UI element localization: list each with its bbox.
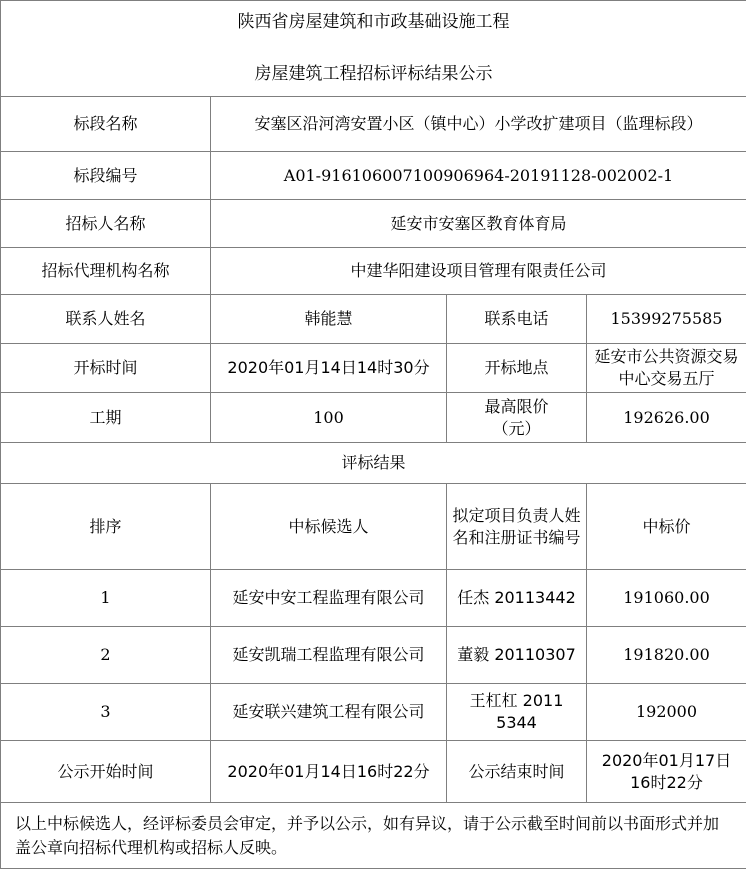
contact-label: 联系人姓名: [1, 295, 211, 344]
manager-cell: 董毅 20110307: [447, 627, 587, 684]
candidate-cell: 延安中安工程监理有限公司: [211, 570, 447, 627]
publicity-end-label: 公示结束时间: [447, 741, 587, 803]
open-time-value: 2020年01月14日14时30分: [211, 344, 447, 393]
section-no-label: 标段编号: [1, 152, 211, 200]
objection-note: 以上中标候选人，经评标委员会审定，并予以公示，如有异议，请于公示截至时间前以书面形式并加盖公章向招标代理机构或招标人反映。: [1, 803, 746, 869]
period-value: 100: [211, 393, 447, 443]
price-cell: 191820.00: [587, 627, 746, 684]
manager-cell: 任杰 20113442: [447, 570, 587, 627]
candidate-cell: 延安凯瑞工程监理有限公司: [211, 627, 447, 684]
table-row: [1, 570, 746, 627]
tenderer-value: 延安市安塞区教育体育局: [211, 200, 746, 248]
results-heading: 评标结果: [1, 443, 746, 484]
tenderer-label: 招标人名称: [1, 200, 211, 248]
publicity-start-label: 公示开始时间: [1, 741, 211, 803]
section-no-value: A01-916106007100906964-20191128-002002-1: [211, 152, 746, 200]
title-line-2: 房屋建筑工程招标评标结果公示: [4, 61, 743, 87]
section-name-value: 安塞区沿河湾安置小区（镇中心）小学改扩建项目（监理标段）: [211, 97, 746, 152]
rank-cell: 2: [1, 627, 211, 684]
table-row: [1, 627, 746, 684]
title-line-1: 陕西省房屋建筑和市政基础设施工程: [4, 9, 743, 35]
rank-cell: 3: [1, 684, 211, 741]
open-place-label: 开标地点: [447, 344, 587, 393]
candidate-cell: 延安联兴建筑工程有限公司: [211, 684, 447, 741]
publicity-start-value: 2020年01月14日16时22分: [211, 741, 447, 803]
table-row: [1, 684, 746, 741]
col-manager-header: 拟定项目负责人姓名和注册证书编号: [447, 484, 587, 570]
period-label: 工期: [1, 393, 211, 443]
rank-cell: 1: [1, 570, 211, 627]
manager-cell: 王杠杠 20115344: [447, 684, 587, 741]
open-place-value: 延安市公共资源交易中心交易五厅: [587, 344, 746, 393]
col-rank-header: 排序: [1, 484, 211, 570]
contact-value: 韩能慧: [211, 295, 447, 344]
price-cell: 192000: [587, 684, 746, 741]
col-candidate-header: 中标候选人: [211, 484, 447, 570]
max-price-value: 192626.00: [587, 393, 746, 443]
document-title: [1, 1, 746, 97]
col-price-header: 中标价: [587, 484, 746, 570]
max-price-label: 最高限价（元）: [447, 393, 587, 443]
price-cell: 191060.00: [587, 570, 746, 627]
phone-label: 联系电话: [447, 295, 587, 344]
agency-value: 中建华阳建设项目管理有限责任公司: [211, 248, 746, 295]
publicity-end-value: 2020年01月17日16时22分: [587, 741, 746, 803]
phone-value: 15399275585: [587, 295, 746, 344]
open-time-label: 开标时间: [1, 344, 211, 393]
agency-label: 招标代理机构名称: [1, 248, 211, 295]
section-name-label: 标段名称: [1, 97, 211, 152]
